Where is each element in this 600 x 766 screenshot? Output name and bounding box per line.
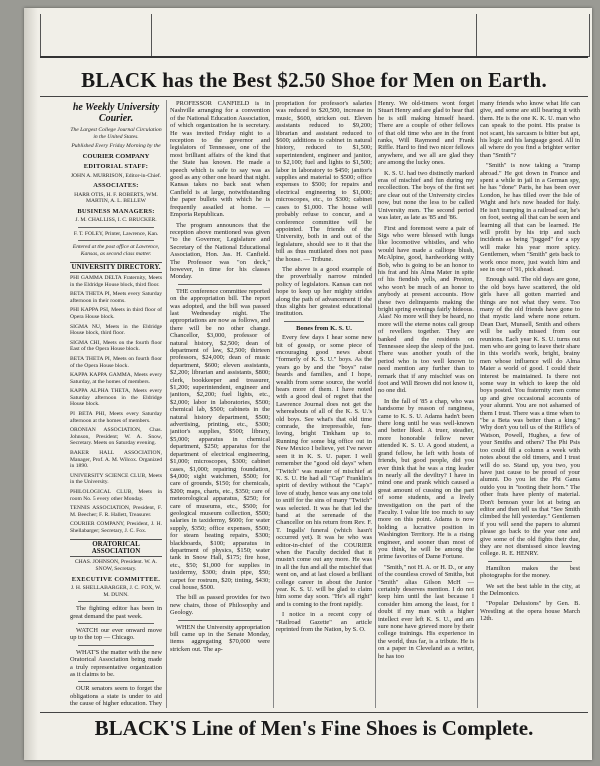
- divider: [284, 321, 364, 322]
- top-rule: [40, 56, 588, 58]
- top-band: [24, 8, 592, 60]
- divider: [78, 645, 154, 646]
- local-notice: We set the best table in the city, at the Delmonico.: [480, 582, 580, 597]
- oratorical-officers: CHAS. JOHNSON, President. W. A. SNOW, Secretary.: [74, 559, 158, 572]
- local-notice: Hamilton makes the best photographs for the money.: [480, 564, 580, 580]
- directory-entry: COURIER COMPANY, President, J. H. Shellabarger; Secretary, J. C. Fox.: [70, 521, 162, 534]
- banner-rule: [40, 712, 588, 713]
- directory-list: [70, 275, 162, 535]
- local-notice: "Popular Delusions" by Gen. B. Wrestling at the opera house March 12th.: [480, 600, 580, 623]
- editor-in-chief: JOHN A. MURRISON, Editor-in-Chief.: [70, 172, 162, 179]
- masthead-title: he Weekly University Courier.: [72, 102, 160, 124]
- column-divider: [375, 100, 376, 708]
- article-paragraph: PROFESSOR CANFIELD is in Nashville arranging for a convention of the National Education Association, of which organization he is secretary. He was invited Friday night to a reception to the governor and legislators of Tennessee, one of the most brilliant affairs of the kind that the State has known. He made a speech which is safe to say was as good as any other one heard that night. Kansas takes no back seat when Canfield is at large, notwithstanding the paper bullets with which he is frequently assailed at home. — Emporia Republican.: [170, 100, 270, 219]
- column-divider: [166, 100, 167, 708]
- article-paragraph: K. S. U. had two distinctly marked eras of mischief and fun during my recollection. The boys of the first set are clear out of the University circles now, but none the less to be called University men. The second period was later, as late as '85 and '86.: [378, 169, 474, 222]
- article-paragraph: Every few days I hear some new bit of gossip, or some piece of encouraging good news about "formerly of K. S. U." boys. As the years go by and the "boys" raise beards and families, and I hope, wealth from some source, the world hears more of them. I have noted with a good deal of regret that the Lawrence Journal does not get the whereabouts of all of the K. S. U.'s old boys. See what's that old time comrade, the irrepressible, fun-loving, bright Tinkham up to. Running for some big office out in New Mexico I believe, yet I've never seen it in K. S. U. paper. I well remember the "good old days" when "Twitch" was master of mischief at K. S. U. He had all "Cap" Franklin's spirit of devilry without the "Cap's" love of study, hence was any one told to sniff for the sins of many "Twitch" was selected. It was he that led the band at the serenade of the Chancellor on his return from Rev. F. T. Ingalls' funeral (which hasn't occurred yet). It was he who was editor-in-chief of the COURIER when the Faculty decided that it mustn't come out any more. He was in all the fun and all the mischief that went on, and at last closed a brilliant college career in about the Junior year. K. S. U. will be glad to claim him some day soon. "He's all right" and is coming to the front rapidly.: [276, 334, 372, 608]
- article-paragraph: In the fall of '85 a chap, who was handsome by reason of ranginess, came to K. S. U. Adams hadn't been there long until he was well-known and better liked. A truer, steadier, more honorable fellow never attended K. S. U. A good student, a grand fellow, he left with hosts of friends, but good people, did you ever think that he was a ring leader in nearly all the deviltry? I have in mind one and prank which caused a great amount of cussing on the part of some students, and a lively investigation on the part of the Faculty. I value life too much to say more on this point. Adams is now holding a lucrative position in Washington Territory. He is a rising engineer, and sooner than most of you think, he will be among the prime favorites of Dame Fortune.: [378, 397, 474, 561]
- article-paragraph: "Smith," not H. A. or H. D., or any of the countless crowd of Smiths, but "Smith" alias Gilson McH — certainly deserves mention. I do not keep him until the last because I consider him among the least, for I doubt if my man with a higher intellect ever left K. S. U., and am sure none have grieved more by their college trainings. His experience in the world, thus far, is a tribute. He is on a paper in Cleveland as a writer, he has too: [378, 563, 474, 660]
- top-right-box: [476, 14, 590, 57]
- column-masthead: [70, 100, 162, 708]
- directory-entry: ORONIAN ASSOCIATION, Chas. Johnson, President; W. A. Snow, Secretary. Meets on Saturday evening.: [70, 427, 162, 447]
- directory-entry: UNIVERSITY SCIENCE CLUB, Meets in the University.: [70, 472, 162, 486]
- masthead-subtitle: The Largest College Journal Circulation in the United States.: [70, 127, 162, 140]
- column-3: [276, 100, 372, 708]
- directory-entry: BETA THETA PI, Meets on fourth floor of the Opera House block.: [70, 355, 162, 369]
- directory-entry: PHI KAPPA PSI, Meets in third floor of Opera House block.: [70, 307, 162, 320]
- bottom-banner-ad: BLACK'S Line of Men's Fine Shoes is Complete.: [94, 716, 534, 740]
- banner-rule: [40, 96, 588, 97]
- directory-entry: BETA THETA PI, Meets every Saturday afternoon in their rooms.: [70, 291, 162, 304]
- editorial-staff-heading: EDITORIAL STAFF:: [83, 163, 149, 171]
- executive-committee-heading: EXECUTIVE COMMITTEE.: [71, 575, 161, 583]
- article-paragraph: The bill as passed provides for two new chairs, those of Philosophy and Geology.: [170, 594, 270, 617]
- page-fold: [24, 8, 38, 760]
- directory-entry: PHILOLOGICAL CLUB, Meets in room No. 5 every other Monday.: [70, 489, 162, 502]
- column-4: [378, 100, 474, 708]
- publication-note: Published Every Friday Morning by the: [71, 143, 161, 150]
- article-paragraph: The program announces that the reception above mentioned was given "to the Governor, Legislature and Secretary of the National Educational Association, Hon. Jas. H. Canfield. The Professor was "on deck," however, in time for his classes Monday.: [170, 221, 270, 281]
- article-paragraph: I notice in a recent copy of "Railroad Gazette" an article reprinted from the Nation, by S. O.: [276, 611, 372, 634]
- bones-heading: Bones from K. S. U.: [296, 324, 352, 332]
- top-banner-ad: BLACK has the Best $2.50 Shoe for Men on Earth.: [81, 68, 547, 92]
- directory-entry: PI BETA PHI, Meets every Saturday afternoon at the homes of members.: [70, 411, 162, 424]
- divider: [78, 681, 154, 682]
- column-divider: [273, 100, 274, 708]
- article-paragraph: many friends who know what life can give, and some are still bearing it with them. He is the one K. K. U. man who can speak to the point. His praise is not scant, his sarcasm is bitter but apt, his logic and his language good. All in all where do you find a brighter writer than "Smith"?: [480, 100, 580, 159]
- article-paragraph: The above is a good example of the proverbially narrow minded policy of legislators. Kansas can not hope to keep up her mighty strides along the path of advancement if she thus slights her greatest educational institution.: [276, 265, 372, 318]
- directory-entry: SIGMA NU, Meets in the Eldridge House block, third floor.: [70, 323, 162, 337]
- business-managers: J. M. CHALLISS, I. C. BRUCKER.: [75, 217, 157, 224]
- divider: [488, 561, 572, 562]
- business-managers-heading: BUSINESS MANAGERS:: [77, 207, 155, 215]
- associates-heading: ASSOCIATES:: [93, 182, 139, 190]
- article-paragraph: propriation for professor's salaries was reduced to $20,500, increase in music, $600, stricken out. Eleven assistants reduced to $9,200; librarian and assistant reduced to $600; additions to cabinet in natural history, reduced to $1,500; superintendent, engineer and janitor, to $2,100; fuel and lights to $1,500; labor in laboratory to $450; janitor's supplies and material to $500; office expenses to $500; for repairs and electrical engineering to $1,000; microscopes, etc., to $300; cabinet cases to $1,000. The house will probably refuse to concur, and a conference committee will be appointed. The friends of the University, both in and out of the legislature, should see to it that the bill as thus mutilated does not pass the house. — Tribune.: [276, 100, 372, 263]
- editorial-paragraph: OUR senators seem to forget the obligations a state is under to aid the cause of higher education. They: [70, 685, 162, 708]
- column-divider: [477, 100, 478, 708]
- top-left-box: [40, 14, 152, 57]
- oratorical-heading: ORATORICAL ASSOCIATION: [70, 539, 162, 558]
- associates-list: HARR OTIS, H. F. ROBERTS, WM. MARTIN, A. L. BELLEW: [74, 191, 158, 205]
- company-name: COURIER COMPANY: [82, 152, 150, 160]
- divider: [178, 284, 262, 285]
- column-5: [480, 100, 580, 708]
- article-paragraph: Henry. We old-timers wont forget Stuart Henry and are glad to hear that he is still making himself heard. There are a couple of other fellows of that old time who are in the front ranks, Will Raymond and Frank Riffle. Hard to find two nicer fellows anywhere, and we all are glad they are among the lucky ones.: [378, 100, 474, 167]
- article-paragraph: THE conference committee reported on the appropriation bill. The report was adopted, and the bill was passed last Wednesday night. The appropriations are now as follows, and there will be no other change. Chancellor, $3,000, professor of natural history, $2,500; dean of department of law, $2,500; thirteen professors, $24,000; dean of music department, $600; eleven assistants, $2,200; librarian and assistants, $800; clerk, bookkeeper and treasurer, $1,200; superintendent, engineer and janitors, $2,200; fuel lights, etc., $2,000; labor in laboratories, $500; chemical lab, $500; cabinets in the natural history department, $500; advertising, printing, etc., $300; janitor's supplies, $500; library, $5,000; apparatus in chemical department, $250; apparatus for the department of electrical engineering, $1,000; microscopes, $300; cabinet cases, $1,000; repairing foundation, $4,000; sight watchmen, $500; for care of grounds, $150; for chemicals, $200; maps, charts, etc., $350; care of meteorological apparatus, $250; for care of museums, etc., $500; for geological museum collection, $500; salaries in taxidermy, $600; for water supply, $350; office expenses, $500; for steam heating repairs, $300; blackboards, $100; apparatus in department of physics, $150; water tank in Snow Hall, $175; fire hose, etc., $50; $1,000 for supplies in taxidermy, $300; drain pipe, $50; carpet for rostrum, $20; tinting, $430; coal house, $500.: [170, 287, 270, 591]
- entered-note: Entered at the post office at Lawrence, Kansas, as second class matter.: [72, 244, 160, 257]
- directory-entry: BAKER HALL ASSOCIATION, Manager, Prof. A. M. Wilcox. Organized in 1890.: [70, 450, 162, 470]
- directory-entry: KAPPA ALPHA THETA, Meets every Saturday afternoon in the Eldridge House block.: [70, 388, 162, 408]
- editorial-paragraph: WHAT'S the matter with the new Oratorical Association being made a truly representative organization as it claims to be.: [70, 648, 162, 678]
- directory-entry: SIGMA CHI, Meets on the fourth floor East of the Opera House block.: [70, 339, 162, 353]
- editorial-paragraph: The fighting editor has been in great demand the past week.: [70, 605, 162, 620]
- directory-entry: TENNIS ASSOCIATION, President, F. M. Beecher; F. R. Hallett, Treasurer.: [70, 505, 162, 518]
- directory-entry: PHI GAMMA DELTA Fraternity, Meets in the Eldridge House block, third floor.: [70, 274, 162, 288]
- divider: [78, 623, 154, 624]
- university-directory-heading: UNIVERSITY DIRECTORY.: [70, 262, 162, 273]
- article-paragraph: WHEN the University appropriation bill came up in the Senate Monday, items aggregating $70,000 were stricken out. The ap-: [170, 623, 270, 653]
- column-2: [170, 100, 270, 708]
- divider: [178, 620, 262, 621]
- printer-line: F. T. FOLEY, Printer, Lawrence, Kan.: [73, 230, 159, 237]
- article-paragraph: "Smith" is now taking a "tramp abroad." He got down in France and spent a while in jail in a German spy, he has "done" Paris, he has been over London, he has tilled over the Isle of Wight and he's now headed for Italy. He isn't tramping in a railroad car, he's on foot, seeing all that can be seen and learning all that can be learned. He will profit by his trip and such incidents as being "jugged" for a spy will make his year more spicy. Gentlemen, when "Smith" gets back to work once more, just watch him and see in one of '91, pick ahead.: [480, 162, 580, 273]
- divider: [78, 601, 154, 602]
- divider: [78, 227, 154, 228]
- directory-entry: KAPPA KAPPA GAMMA, Meets every Saturday, at the homes of members.: [70, 372, 162, 385]
- divider: [78, 240, 154, 241]
- editorial-paragraph: WATCH our ever onward move up to the top — Chicago.: [70, 626, 162, 642]
- article-paragraph: First and foremost were a pair of Sigs who were blessed with lungs like locomotive whistles, and who would have made a calliope blush, McAlpine, good, hardworking witty Bob, who is going to be an honor to his frat and his Alma Mater in spite of his fiendish yells, and Preston, who won't be much of an honor to anybody at present accounts. How these two delinquents making the bright spring evenings fairly hideous. Alas! No more will they be heard, no more will the eterne notes call group of revellers together. They are banked and the residents on Tennessee sleep the sleep of the just. There was another youth of the period who is too well known to need mention any further than to remark that if any mischief was on foot and Will Brown did not know it, no one did.: [378, 224, 474, 395]
- article-paragraph: Enough said. The old days are gone, the old boys have scattered, the old girls have all gotten married and things are not what they were. Too many of the old friends have gone to that mystic land where none return. Dean Dart, Munsell, Smith and others will be sadly missed from our reunions. Each year K. S. U. turns out men who are going to leave their share in this world's work, bright, brainy men whose influence will do Alma Mater a world of good. I could their interest be maintained. Is there not some way in which to keep the old boys posted. You fraternity men come up and give occasional accounts of your alumni. You are not ashamed of them I trust. There was a time when to "be a Beta was better than a king." Why don't you tell us of the Riffle's of Watson, Powell, Hughes, a few of your Smiths and others? The Phi Psis too could fill a column a week with notes about the old timers, and I trust will do so. Stand up, you two, you have just cause to be proud of your alumni. Do you let the Phi Gams outdo you in "tooting their horn." The other frats have plenty of material. Don't bemoan your lot at being an editor and then tell us that "See Smith climbed the hill yesterday." Gentlemen if you will send the papers to alumni please go back to the year one and give some of the old fights their due, they are not dismissed since leaving college. R. E. HENRY.: [480, 276, 580, 558]
- newspaper-page: [24, 8, 592, 760]
- executive-committee: J. H. SHELLABARGER, J. C. FOX, W. M. DUNN.: [70, 584, 162, 598]
